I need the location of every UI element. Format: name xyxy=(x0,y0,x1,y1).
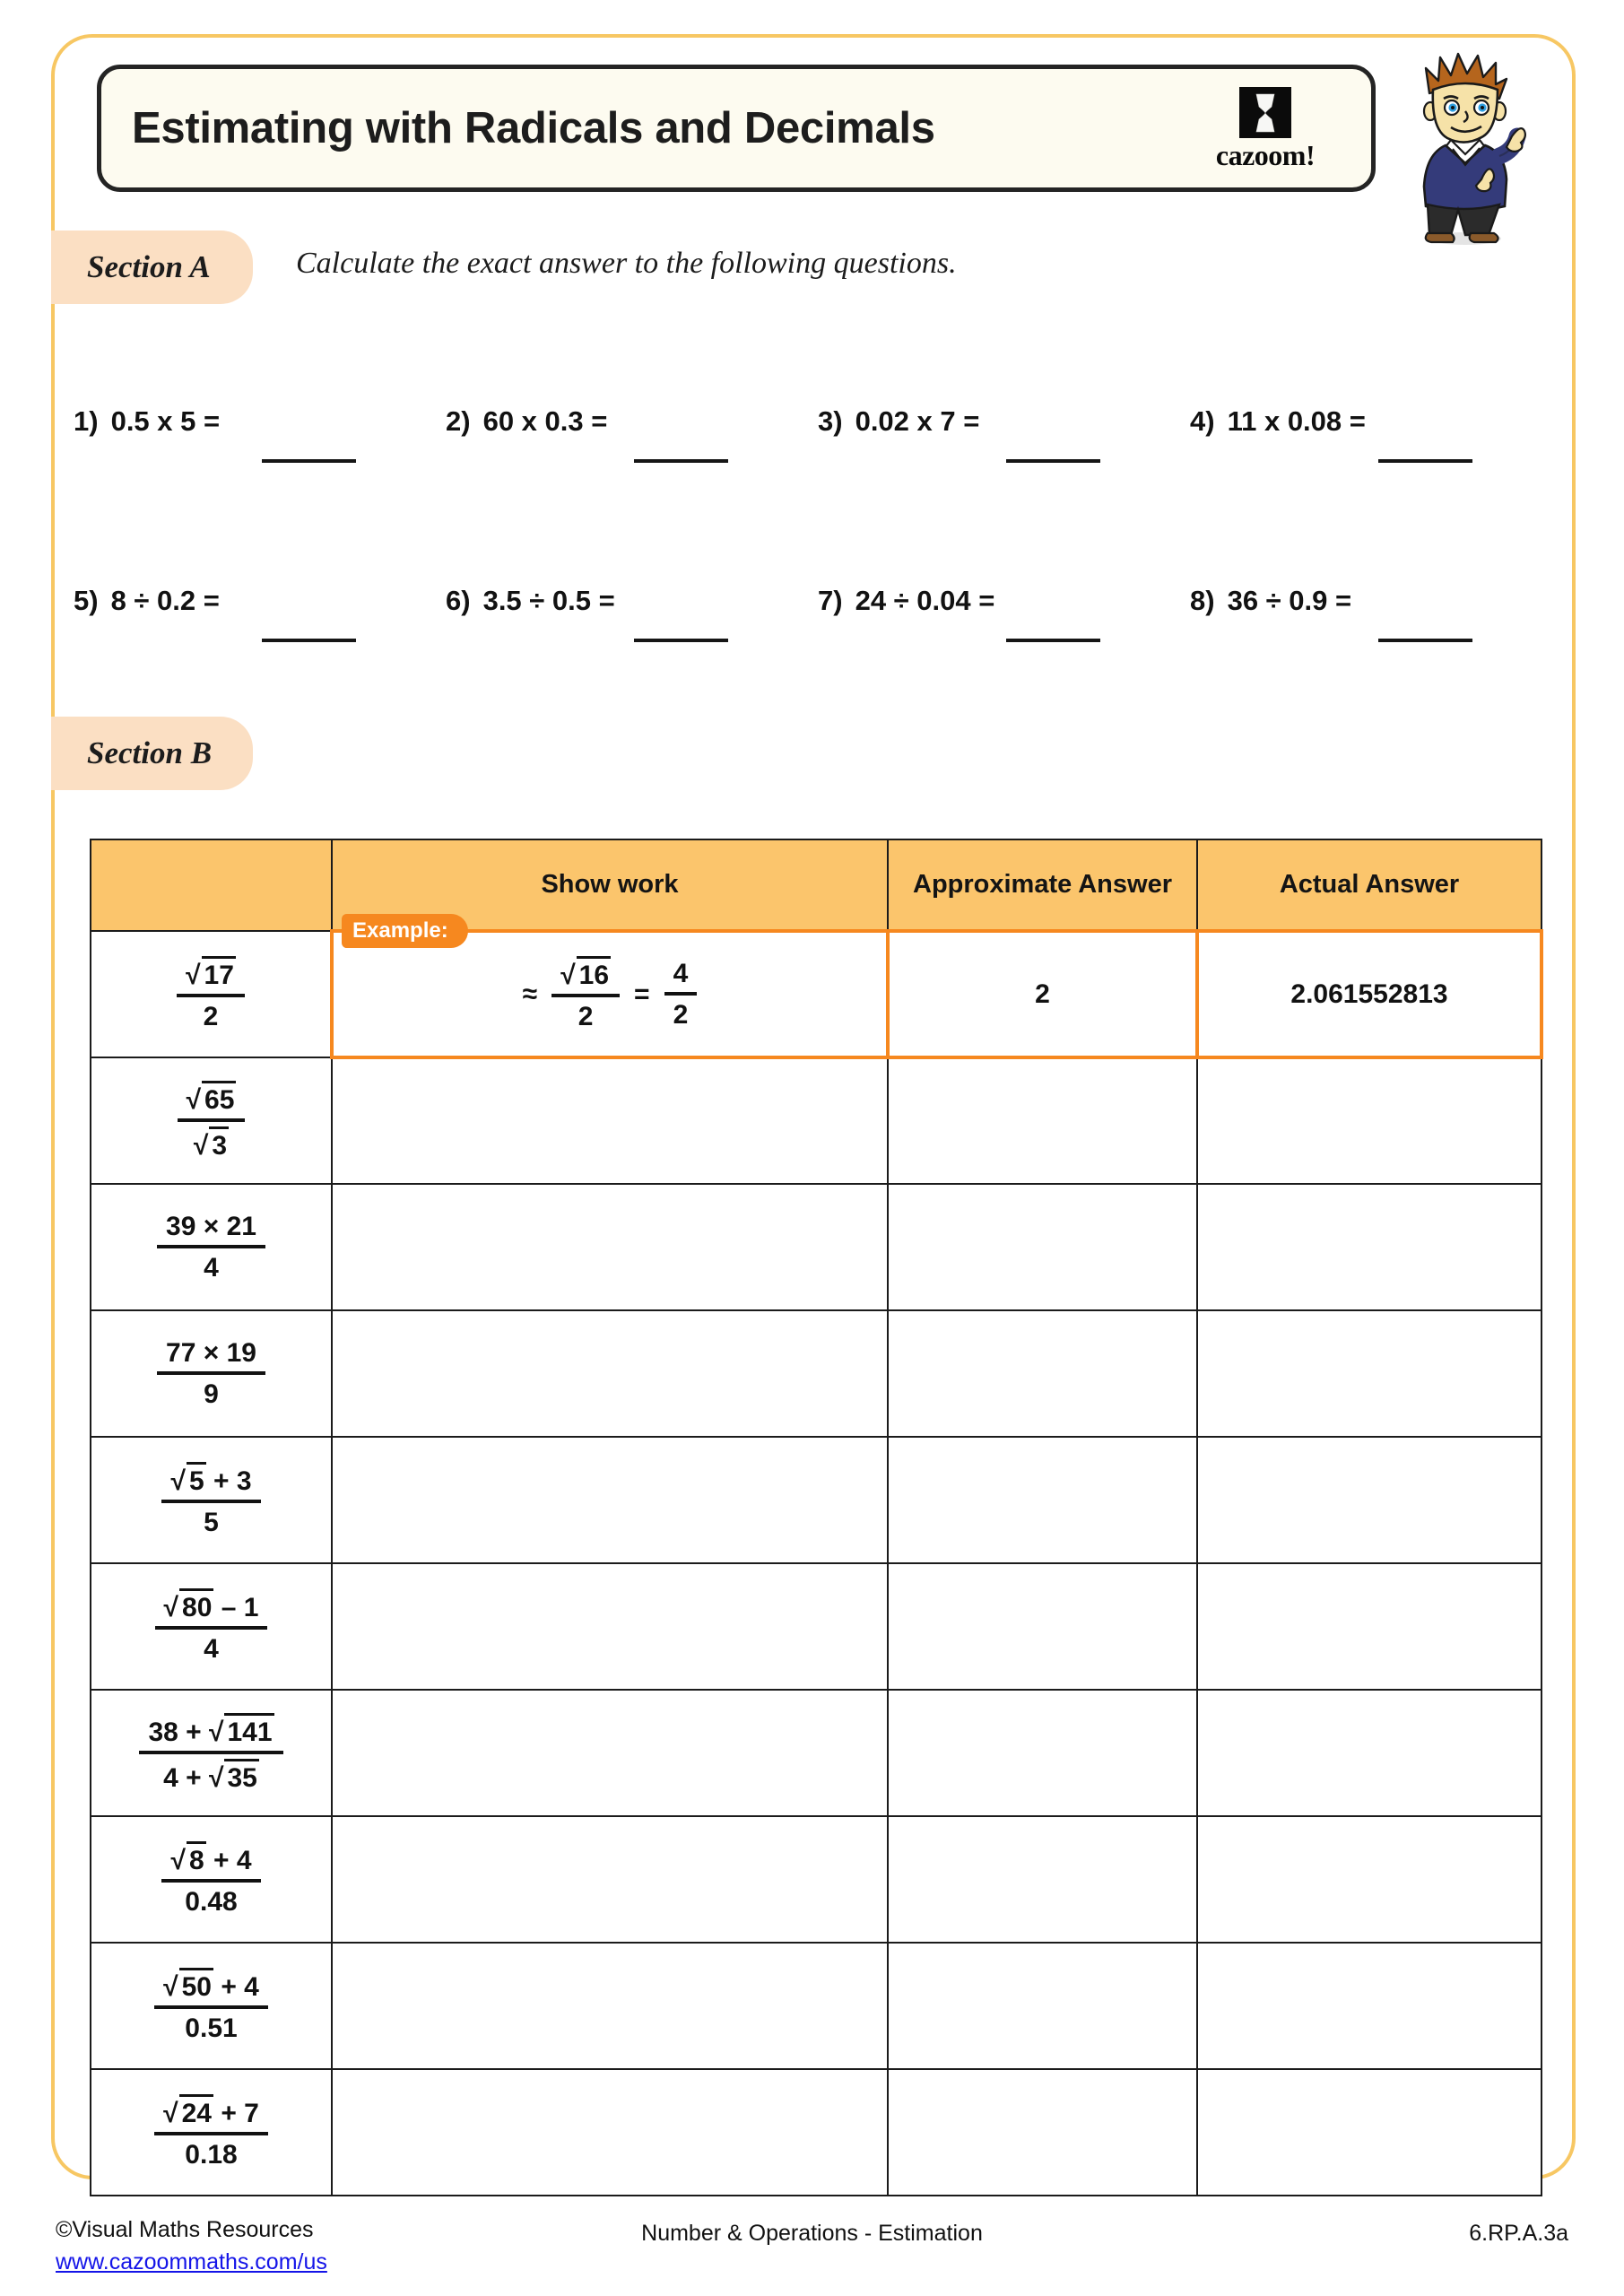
expression-6-denominator: 4 + √ 35 xyxy=(154,1754,268,1794)
section-a-label: Section A xyxy=(87,249,211,284)
answer-blank-6[interactable] xyxy=(634,639,728,642)
show-work-fraction-1 xyxy=(551,956,620,1032)
answer-blank-5[interactable] xyxy=(262,639,356,642)
expression-4 xyxy=(161,1462,260,1538)
section-a-chip xyxy=(51,230,253,304)
show-work-fraction-2-denominator: 2 xyxy=(673,999,689,1030)
table-row xyxy=(91,1184,1541,1310)
expression-5-denominator: 4 xyxy=(204,1634,219,1664)
cell-expression-6 xyxy=(91,1690,332,1816)
footer xyxy=(0,2213,1624,2294)
question-4-number: 4) xyxy=(1190,405,1215,437)
answer-blank-3[interactable] xyxy=(1006,459,1100,463)
cell-approximate-answer-8[interactable] xyxy=(888,1943,1197,2069)
show-work-fraction-2-numerator: 4 xyxy=(664,959,698,996)
cell-expression-7 xyxy=(91,1816,332,1943)
cell-approximate-answer-0[interactable] xyxy=(888,931,1197,1057)
expression-1 xyxy=(178,1081,246,1161)
cell-expression-4 xyxy=(91,1437,332,1563)
table-row xyxy=(91,1563,1541,1690)
expression-7-numerator: √ 8 + 4 xyxy=(161,1841,260,1883)
cell-actual-answer-2[interactable] xyxy=(1197,1184,1541,1310)
table-row xyxy=(91,2069,1541,2196)
cell-approximate-answer-3[interactable] xyxy=(888,1310,1197,1437)
answer-blank-1[interactable] xyxy=(262,459,356,463)
expression-8-denominator: 0.51 xyxy=(185,2013,238,2043)
footer-website-link[interactable]: www.cazoommaths.com/us xyxy=(56,2249,327,2275)
cell-approximate-answer-4[interactable] xyxy=(888,1437,1197,1563)
cell-actual-answer-4[interactable] xyxy=(1197,1437,1541,1563)
approx-sign: ≈ xyxy=(522,978,538,1009)
question-7 xyxy=(809,574,1181,682)
cell-actual-answer-3[interactable] xyxy=(1197,1310,1541,1437)
approximate-answer-value: 2 xyxy=(1035,978,1050,1009)
expression-9-numerator: √ 24 + 7 xyxy=(154,2094,268,2135)
question-7-number: 7) xyxy=(818,585,843,616)
expression-3-numerator: 77 × 19 xyxy=(157,1338,265,1375)
question-1 xyxy=(65,395,437,502)
cell-show-work-5[interactable] xyxy=(332,1563,888,1690)
cell-show-work-4[interactable] xyxy=(332,1437,888,1563)
table-row xyxy=(91,1943,1541,2069)
question-3-text: 0.02 x 7 = xyxy=(855,405,980,437)
question-2-text: 60 x 0.3 = xyxy=(482,405,608,437)
equals-sign: = xyxy=(634,978,650,1009)
cell-approximate-answer-1[interactable] xyxy=(888,1057,1197,1184)
question-1-text: 0.5 x 5 = xyxy=(110,405,221,437)
cell-show-work-6[interactable] xyxy=(332,1690,888,1816)
table-header-row xyxy=(91,839,1541,931)
expression-2 xyxy=(157,1212,265,1283)
answer-blank-7[interactable] xyxy=(1006,639,1100,642)
question-3-number: 3) xyxy=(818,405,843,437)
cell-expression-1 xyxy=(91,1057,332,1184)
cell-approximate-answer-2[interactable] xyxy=(888,1184,1197,1310)
cell-show-work-0[interactable] xyxy=(332,931,888,1057)
mascot-character-icon xyxy=(1399,43,1529,249)
hourglass-icon xyxy=(1239,87,1291,138)
table-body xyxy=(91,931,1541,2196)
worksheet-title-box xyxy=(97,65,1376,192)
table-row xyxy=(91,1816,1541,1943)
expression-4-denominator: 5 xyxy=(204,1508,219,1537)
expression-9 xyxy=(154,2094,268,2170)
section-a-row-2 xyxy=(65,574,1553,682)
logo-wordmark: cazoom! xyxy=(1215,139,1316,171)
expression-2-denominator: 4 xyxy=(204,1252,219,1283)
cell-actual-answer-6[interactable] xyxy=(1197,1690,1541,1816)
cell-actual-answer-0[interactable] xyxy=(1197,931,1541,1057)
col-header-expression xyxy=(91,839,332,931)
col-header-show-work: Show work xyxy=(332,839,888,931)
question-7-text: 24 ÷ 0.04 = xyxy=(855,585,995,616)
question-4-text: 11 x 0.08 = xyxy=(1227,405,1366,437)
question-5-text: 8 ÷ 0.2 = xyxy=(110,585,220,616)
expression-7 xyxy=(161,1841,260,1918)
cell-actual-answer-5[interactable] xyxy=(1197,1563,1541,1690)
question-4 xyxy=(1181,395,1553,502)
expression-5 xyxy=(155,1588,268,1665)
cell-expression-9 xyxy=(91,2069,332,2196)
question-3 xyxy=(809,395,1181,502)
cell-actual-answer-1[interactable] xyxy=(1197,1057,1541,1184)
question-5-number: 5) xyxy=(74,585,99,616)
cell-actual-answer-9[interactable] xyxy=(1197,2069,1541,2196)
question-6-text: 3.5 ÷ 0.5 = xyxy=(482,585,615,616)
section-a-row-1 xyxy=(65,395,1553,502)
expression-3-denominator: 9 xyxy=(204,1378,219,1409)
cell-actual-answer-7[interactable] xyxy=(1197,1816,1541,1943)
cell-approximate-answer-6[interactable] xyxy=(888,1690,1197,1816)
table-row xyxy=(91,1057,1541,1184)
footer-topic: Number & Operations - Estimation xyxy=(641,2221,983,2246)
question-2-number: 2) xyxy=(446,405,471,437)
expression-6-numerator: 38 + √ 141 xyxy=(139,1713,282,1754)
expression-8 xyxy=(154,1968,268,2044)
cell-show-work-9[interactable] xyxy=(332,2069,888,2196)
question-6 xyxy=(437,574,809,682)
cell-show-work-7[interactable] xyxy=(332,1816,888,1943)
expression-2-numerator: 39 × 21 xyxy=(157,1212,265,1248)
expression-3 xyxy=(157,1338,265,1410)
expression-1-denominator: √ 3 xyxy=(185,1122,238,1161)
show-work-fraction-1-denominator: 2 xyxy=(578,1002,594,1031)
col-header-actual-answer: Actual Answer xyxy=(1197,839,1541,931)
expression-0-denominator: 2 xyxy=(203,1002,219,1031)
example-tab xyxy=(342,914,468,948)
show-work-expression xyxy=(523,956,698,1032)
actual-answer-value: 2.061552813 xyxy=(1290,978,1448,1009)
footer-standard: 6.RP.A.3a xyxy=(1469,2221,1568,2246)
cell-approximate-answer-9[interactable] xyxy=(888,2069,1197,2196)
question-2 xyxy=(437,395,809,502)
table-row xyxy=(91,1310,1541,1437)
cell-actual-answer-8[interactable] xyxy=(1197,1943,1541,2069)
cell-expression-3 xyxy=(91,1310,332,1437)
show-work-fraction-1-numerator: √ 16 xyxy=(551,956,620,997)
question-8-text: 36 ÷ 0.9 = xyxy=(1227,585,1352,616)
question-1-number: 1) xyxy=(74,405,99,437)
section-b-table xyxy=(90,839,1543,2196)
cell-approximate-answer-7[interactable] xyxy=(888,1816,1197,1943)
question-8-number: 8) xyxy=(1190,585,1215,616)
expression-1-numerator: √ 65 xyxy=(178,1081,246,1122)
table-row xyxy=(91,931,1541,1057)
show-work-fraction-2 xyxy=(664,959,698,1031)
expression-9-denominator: 0.18 xyxy=(185,2140,238,2170)
example-tab-label: Example: xyxy=(352,918,448,943)
table-row xyxy=(91,1690,1541,1816)
cell-expression-8 xyxy=(91,1943,332,2069)
expression-6 xyxy=(139,1713,282,1794)
page-title: Estimating with Radicals and Decimals xyxy=(132,104,935,152)
section-a-description: Calculate the exact answer to the following questions. xyxy=(296,247,957,280)
cell-show-work-1[interactable] xyxy=(332,1057,888,1184)
expression-7-denominator: 0.48 xyxy=(185,1887,238,1917)
section-b-chip xyxy=(51,717,253,790)
cell-show-work-2[interactable] xyxy=(332,1184,888,1310)
answer-blank-8[interactable] xyxy=(1378,639,1472,642)
question-5 xyxy=(65,574,437,682)
section-b-label: Section B xyxy=(87,735,213,770)
cazoom-logo xyxy=(1190,82,1341,175)
table-row xyxy=(91,1437,1541,1563)
cell-expression-0 xyxy=(91,931,332,1057)
answer-blank-2[interactable] xyxy=(634,459,728,463)
expression-4-numerator: √ 5 + 3 xyxy=(161,1462,260,1503)
question-8 xyxy=(1181,574,1553,682)
question-6-number: 6) xyxy=(446,585,471,616)
expression-5-numerator: √ 80 – 1 xyxy=(155,1588,268,1630)
footer-copyright: ©Visual Maths Resources xyxy=(56,2217,314,2242)
cell-show-work-3[interactable] xyxy=(332,1310,888,1437)
cell-expression-5 xyxy=(91,1563,332,1690)
expression-0-numerator: √ 17 xyxy=(177,956,245,997)
cell-show-work-8[interactable] xyxy=(332,1943,888,2069)
expression-8-numerator: √ 50 + 4 xyxy=(154,1968,268,2009)
cell-expression-2 xyxy=(91,1184,332,1310)
answer-blank-4[interactable] xyxy=(1378,459,1472,463)
col-header-approximate-answer: Approximate Answer xyxy=(888,839,1197,931)
expression-0 xyxy=(177,956,245,1032)
cell-approximate-answer-5[interactable] xyxy=(888,1563,1197,1690)
